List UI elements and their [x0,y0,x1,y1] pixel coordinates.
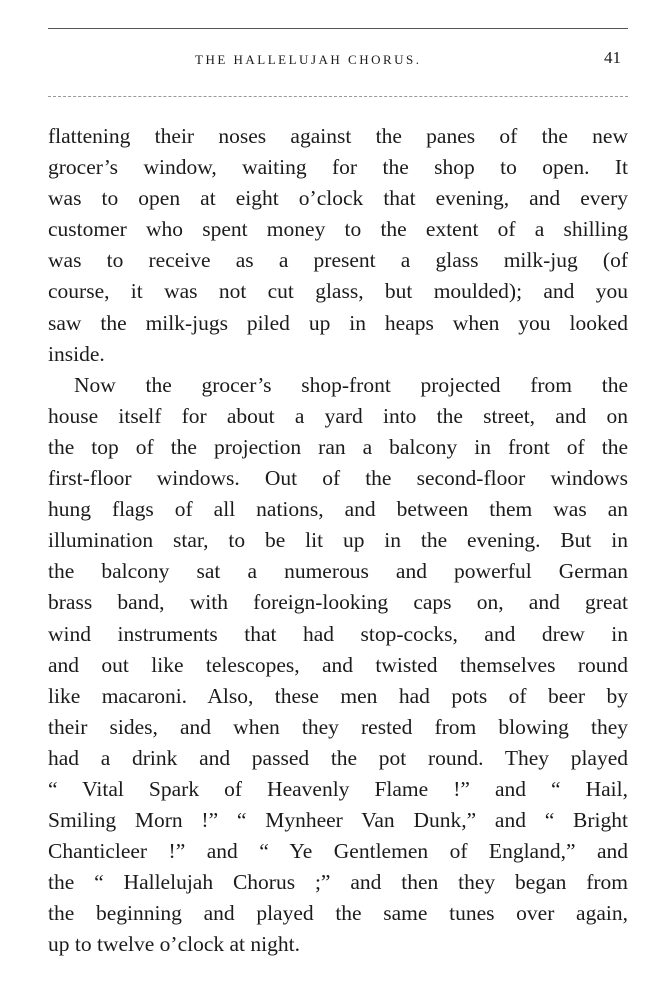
text-line: was to open at eight o’clock that evening, and every [48,186,628,211]
text-line: saw the milk-jugs piled up in heaps when you looked [48,310,628,335]
text-line: first-floor windows. Out of the second-floor windows [48,466,628,491]
text-line: was to receive as a present a glass milk-jug (of [48,248,628,273]
text-line: up to twelve o’clock at night. [48,932,300,957]
text-line: the beginning and played the same tunes over again, [48,901,628,926]
text-line: grocer’s window, waiting for the shop to open. It [48,155,628,180]
body-text [48,121,628,961]
text-line: the balcony sat a numerous and powerful German [48,559,628,584]
text-line: the “ Hallelujah Chorus ;” and then they began from [48,870,628,895]
text-line: and out like telescopes, and twisted themselves round [48,652,628,677]
text-line: “ Vital Spark of Heavenly Flame !” and “ Hail, [48,776,628,801]
text-line: their sides, and when they rested from blowing they [48,714,628,739]
text-line: brass band, with foreign-looking caps on, and great [48,590,628,615]
text-line: flattening their noses against the panes of the new [48,124,628,148]
page-number: 41 [604,48,621,67]
text-line: Smiling Morn !” “ Mynheer Van Dunk,” and “ Bright [48,808,628,833]
text-line: wind instruments that had stop-cocks, and drew in [48,621,628,646]
text-line: like macaroni. Also, these men had pots of beer by [48,683,628,708]
text-line: Chanticleer !” and “ Ye Gentlemen of England,” and [48,839,628,864]
header-rule [48,96,628,97]
text-line: illumination star, to be lit up in the evening. But in [48,528,628,553]
text-line: the top of the projection ran a balcony in front of the [48,434,628,459]
text-line: customer who spent money to the extent of a shilling [48,217,628,242]
text-line: course, it was not cut glass, but moulded); and you [48,279,628,304]
text-line: hung flags of all nations, and between them was an [48,497,628,522]
running-head-title: THE HALLELUJAH CHORUS. [195,52,422,67]
text-line: had a drink and passed the pot round. They played [48,745,628,770]
top-rule [48,28,628,29]
text-line: Now the grocer’s shop-front projected from the [74,372,628,397]
text-line: house itself for about a yard into the street, and on [48,403,628,428]
text-line: inside. [48,341,105,366]
